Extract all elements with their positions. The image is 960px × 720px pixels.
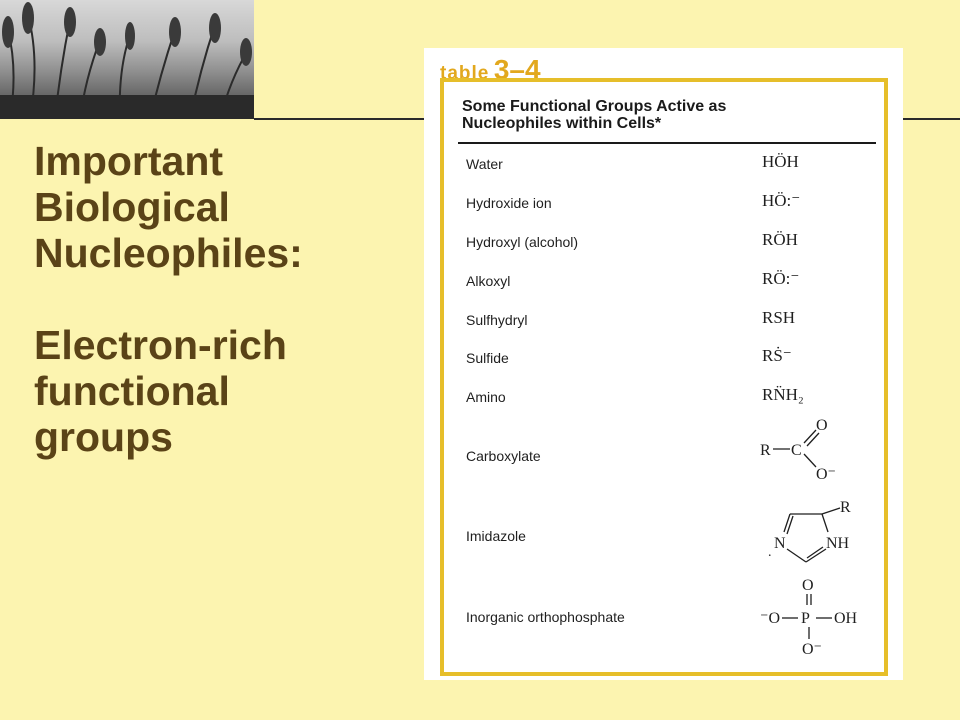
heading-line: Important [34,138,224,184]
imidazole-n: N [774,535,786,552]
caption-rule [458,142,876,144]
table-row-name: Amino [466,389,506,405]
wheat-field-photo [0,0,254,119]
table-row-formula: RṠ⁻ [762,346,792,365]
carboxylate-structure [760,416,860,482]
phosphate-left-o: ⁻O [760,610,780,627]
table-row-name: Inorganic orthophosphate [466,609,625,625]
table-row-formula: RÖ:⁻ [762,269,800,288]
phosphate-oh: OH [834,610,858,627]
table-row-formula: RSH [762,308,796,327]
phosphate-o-top: O [802,577,814,594]
carboxylate-c: C [791,442,802,459]
caption-line: Some Functional Groups Active as [462,98,727,115]
table-row-name: Alkoxyl [466,273,511,289]
header-rule-right [902,118,960,120]
table-row-name: Sulfide [466,350,509,366]
table-image-panel [424,48,903,680]
heading-line: Nucleophiles: [34,230,303,276]
subheading-line: groups [34,414,173,460]
table-row-name: Imidazole [466,528,526,544]
slide-title [34,138,414,460]
table-label-number: 3–4 [493,54,541,85]
table-row-name: Sulfhydryl [466,312,528,328]
phosphate-structure [760,574,880,660]
table-frame [440,78,888,676]
carboxylate-o-top: O [816,417,828,434]
imidazole-structure [760,494,870,574]
subheading-line: Electron-rich [34,322,287,368]
table-row-formula: HÖH [762,152,799,171]
table-row-name: Hydroxyl (alcohol) [466,234,579,250]
phosphate-p: P [801,610,810,627]
table-row-name: Carboxylate [466,448,541,464]
caption-line: Nucleophiles within Cells* [462,115,662,132]
heading-line: Biological [34,184,230,230]
table-row-formula: HÖ:⁻ [762,191,801,210]
table-row-name: Water [466,156,503,172]
table-caption [462,98,882,132]
imidazole-nh: NH [826,535,850,552]
table-row-formula: RÖH [762,230,798,249]
subheading-line: functional [34,368,230,414]
table-label-word: table [440,63,490,84]
table-row-formula: RN̈H₂ [762,385,804,404]
svg-text:.: . [768,545,772,560]
phosphate-o-bottom: O⁻ [802,641,822,658]
carboxylate-r: R [760,442,771,459]
imidazole-r: R [840,499,851,516]
carboxylate-o-bottom: O⁻ [816,466,836,482]
table-row-name: Hydroxide ion [466,195,552,211]
header-rule-left [254,118,426,120]
